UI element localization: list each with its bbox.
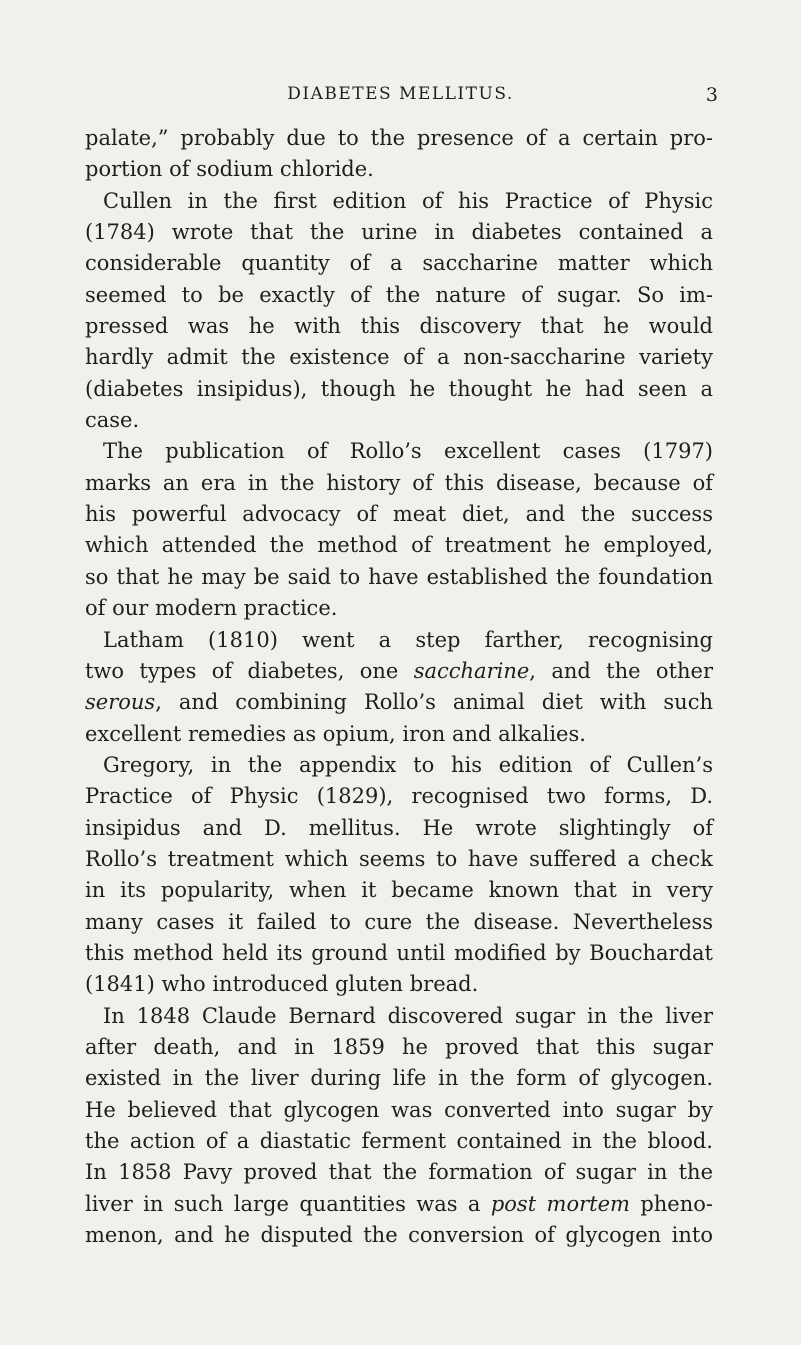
running-head: DIABETES MELLITUS.: [287, 84, 514, 104]
text-line: marks an era in the history of this disease, because of: [85, 470, 713, 495]
text-line: so that he may be said to have established the foundation: [85, 564, 713, 589]
text-run: two types of diabetes, one: [85, 658, 414, 683]
text-line: existed in the liver during life in the form of glycogen.: [85, 1066, 713, 1091]
text-line: In 1848 Claude Bernard discovered sugar in the liver: [103, 1003, 713, 1028]
text-line: [85, 687, 713, 718]
text-line: portion of sodium chloride.: [85, 157, 374, 182]
text-line: Practice of Physic (1829), recognised two forms, D.: [85, 784, 713, 809]
text-line: [85, 1189, 713, 1220]
text-line: many cases it failed to cure the disease. Nevertheless: [85, 909, 713, 934]
text-line: insipidus and D. mellitus. He wrote slightingly of: [85, 815, 713, 840]
italic-text: post mortem: [490, 1191, 630, 1216]
page-number: 3: [705, 84, 718, 106]
text-line: menon, and he disputed the conversion of glycogen into: [85, 1223, 713, 1248]
italic-text: saccharine: [413, 658, 530, 683]
page-header: [0, 84, 801, 110]
text-run: liver in such large quantities was a: [85, 1191, 491, 1216]
text-line: The publication of Rollo’s excellent cases (1797): [103, 439, 713, 464]
text-run: pheno-: [629, 1191, 713, 1216]
text-line: which attended the method of treatment he employed,: [85, 533, 713, 558]
text-run: , and combining Rollo’s animal diet with such: [155, 690, 713, 715]
text-line: (1841) who introduced gluten bread.: [85, 972, 479, 997]
text-line: palate,” probably due to the presence of a certain pro-: [85, 126, 713, 150]
text-line: this method held its ground until modified by Bouchardat: [85, 940, 713, 965]
text-line: his powerful advocacy of meat diet, and the success: [85, 502, 713, 527]
text-line: after death, and in 1859 he proved that this sugar: [85, 1034, 713, 1059]
text-line: (1784) wrote that the urine in diabetes contained a: [85, 220, 713, 245]
text-line: (diabetes insipidus), though he thought he had seen a: [85, 376, 713, 401]
text-line: hardly admit the existence of a non-saccharine variety: [85, 345, 713, 370]
text-line: considerable quantity of a saccharine matter which: [85, 251, 713, 276]
text-line: In 1858 Pavy proved that the formation of sugar in the: [85, 1160, 713, 1185]
italic-text: serous: [85, 690, 156, 715]
text-line: Latham (1810) went a step farther, recognising: [103, 627, 713, 652]
text-line: He believed that glycogen was converted into sugar by: [85, 1097, 713, 1122]
text-line: of our modern practice.: [85, 596, 338, 621]
text-line: Cullen in the first edition of his Practice of Physic: [103, 188, 713, 213]
text-line: seemed to be exactly of the nature of sugar. So im-: [85, 282, 713, 307]
text-run: , and the other: [529, 658, 713, 683]
text-line: Rollo’s treatment which seems to have suffered a check: [85, 846, 713, 871]
text-line: in its popularity, when it became known that in very: [85, 878, 713, 903]
text-line: case.: [85, 408, 140, 433]
text-line: pressed was he with this discovery that he would: [85, 314, 713, 339]
text-line: [85, 656, 713, 687]
body-text: [85, 123, 713, 1251]
text-line: the action of a diastatic ferment contained in the blood.: [85, 1129, 713, 1153]
text-line: excellent remedies as opium, iron and alkalies.: [85, 721, 586, 746]
text-line: Gregory, in the appendix to his edition of Cullen’s: [103, 752, 713, 777]
